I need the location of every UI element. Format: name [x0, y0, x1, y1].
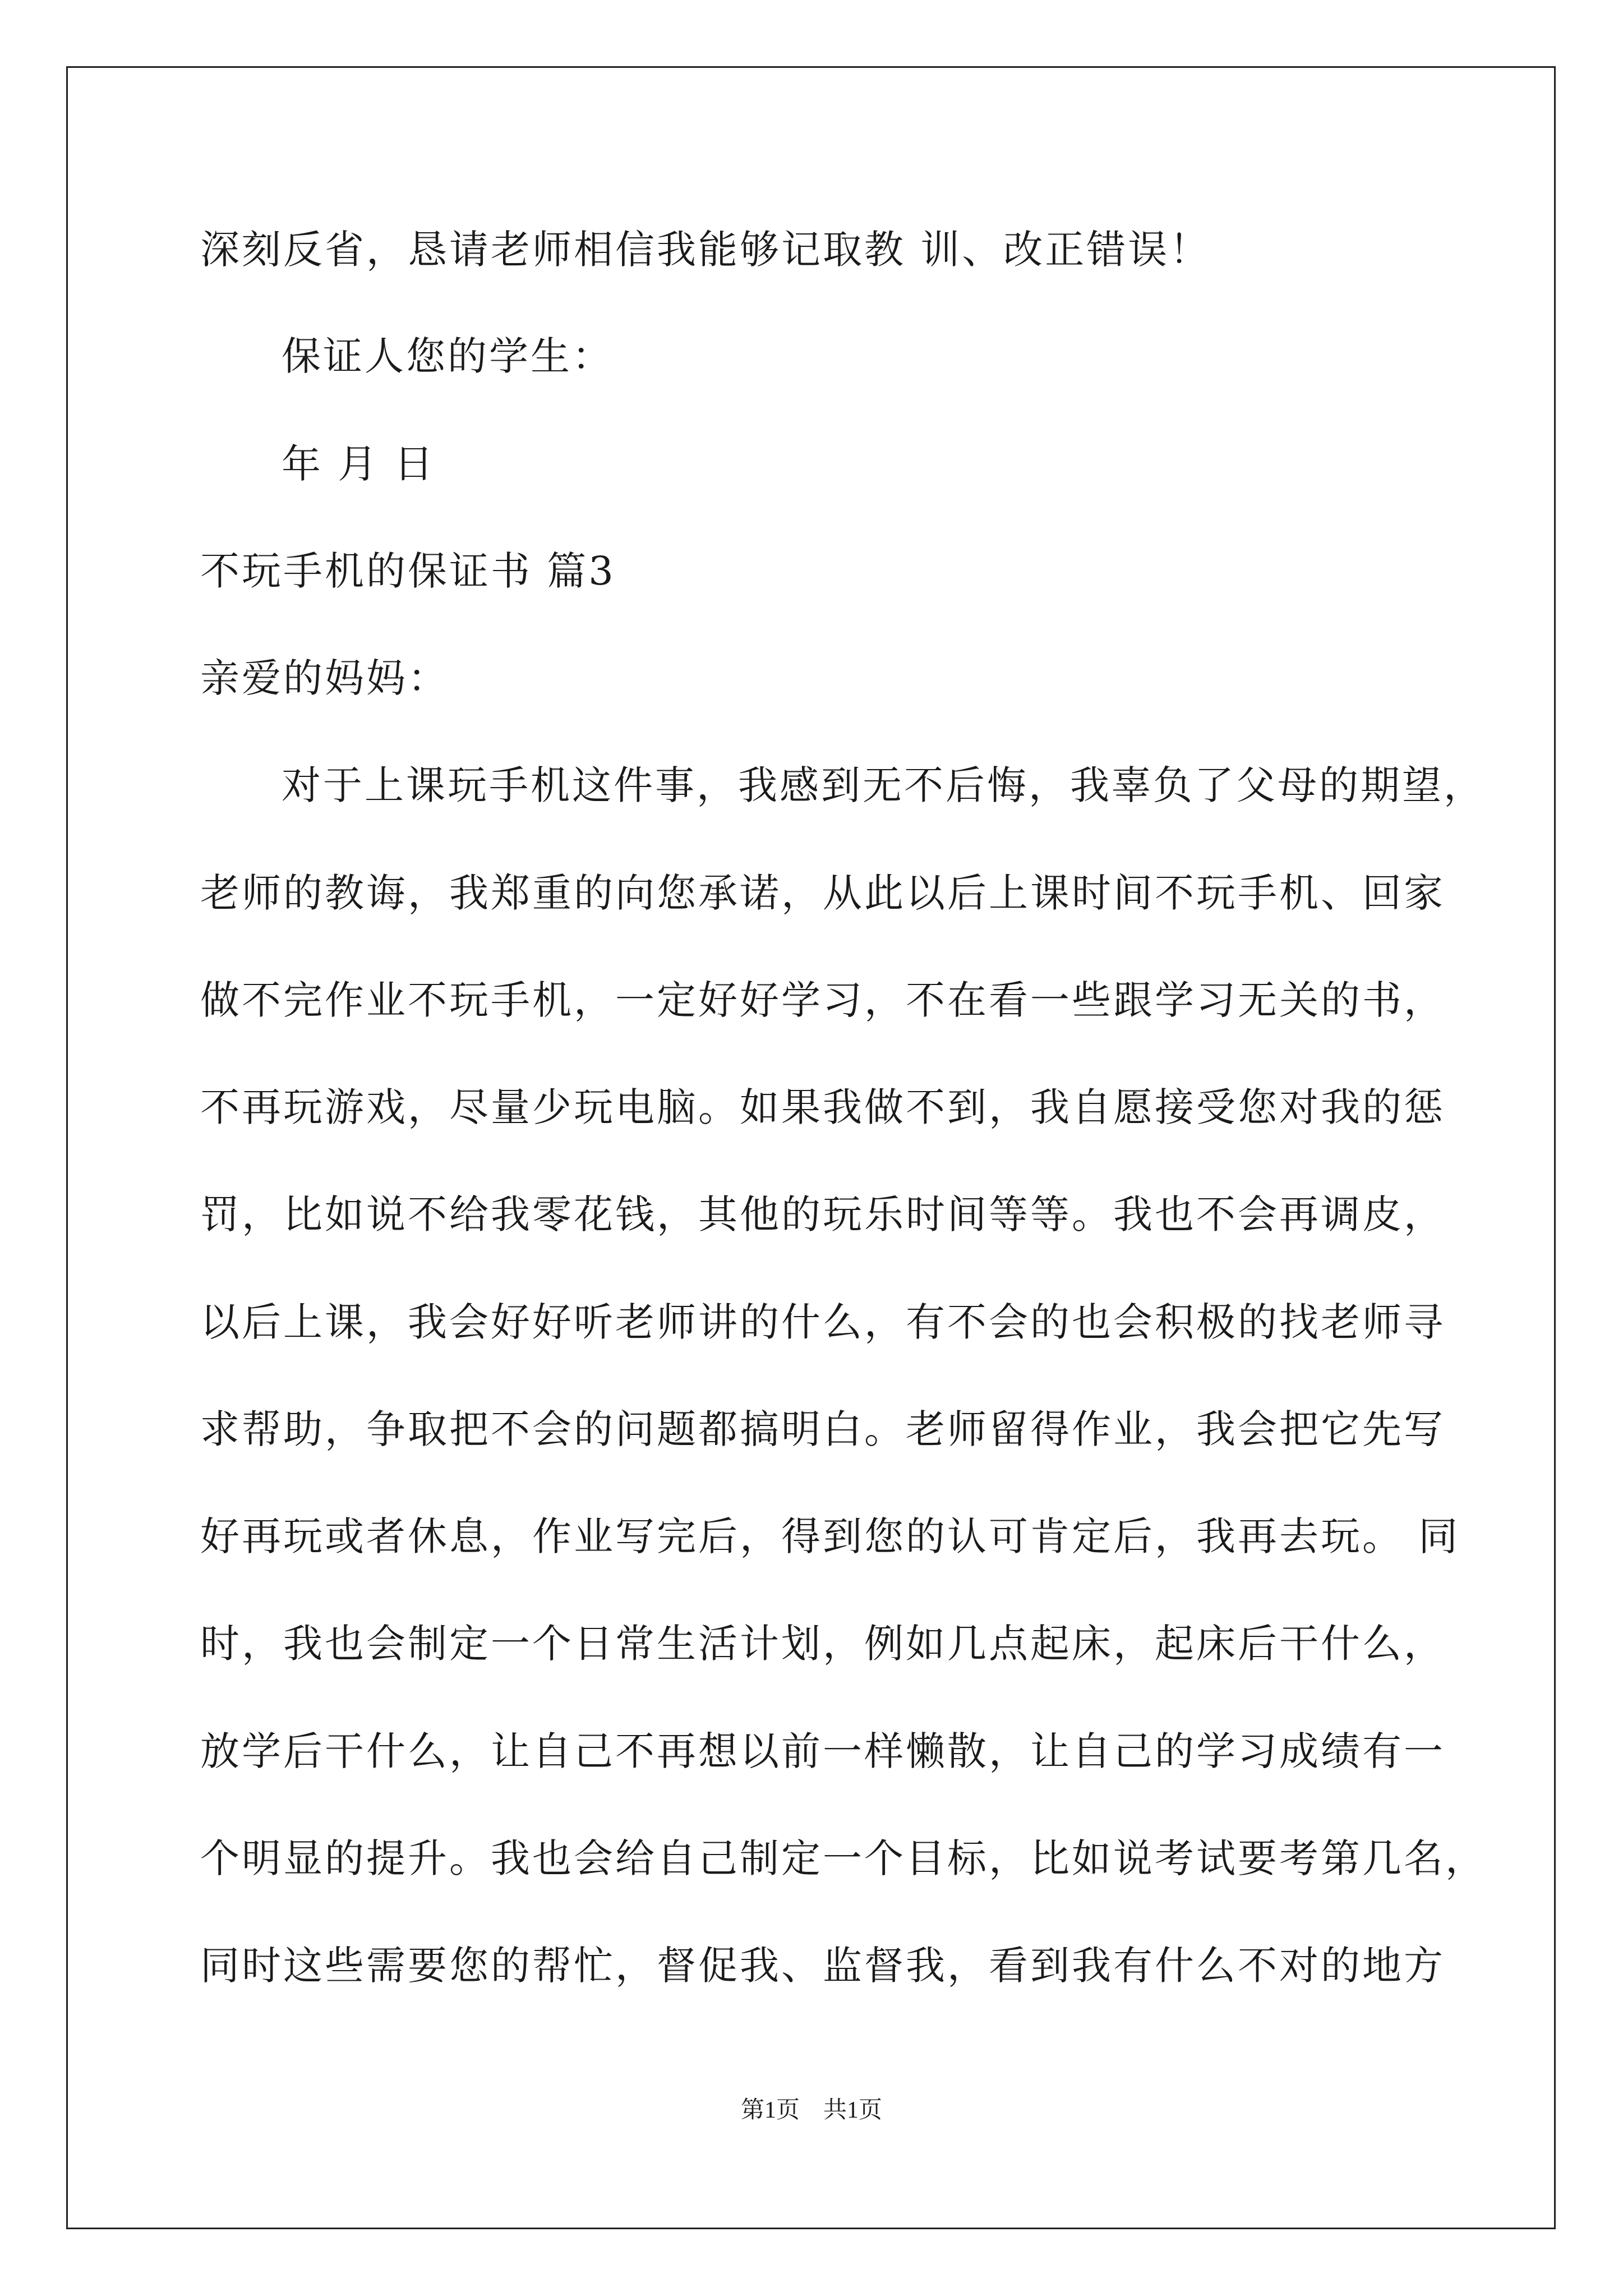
date-line: 年 月 日 [282, 441, 436, 487]
text-line: 个明显的提升。我也会给自己制定一个目标，比如说考试要考第几名， [200, 1835, 1487, 1881]
signature-line: 保证人您的学生： [282, 333, 614, 379]
section-title: 不玩手机的保证书 篇3 [200, 548, 616, 594]
text-line: 同时这些需要您的帮忙，督促我、监督我，看到我有什么不对的地方 [200, 1943, 1445, 1989]
page-border [66, 66, 1556, 2229]
text-line: 以后上课，我会好好听老师讲的什么，有不会的也会积极的找老师寻 [200, 1299, 1445, 1345]
text-line: 放学后干什么，让自己不再想以前一样懒散，让自己的学习成绩有一 [200, 1728, 1445, 1774]
text-line: 老师的教诲，我郑重的向您承诺，从此以后上课时间不玩手机、回家 [200, 870, 1445, 916]
text-line: 做不完作业不玩手机，一定好好学习，不在看一些跟学习无关的书， [200, 977, 1445, 1023]
text-line: 深刻反省，恳请老师相信我能够记取教 训、改正错误！ [200, 227, 1211, 273]
text-line: 不再玩游戏，尽量少玩电脑。如果我做不到，我自愿接受您对我的惩 [200, 1084, 1445, 1130]
text-line: 对于上课玩手机这件事，我感到无不后悔，我辜负了父母的期望， [282, 762, 1485, 808]
text-line: 好再玩或者休息，作业写完后，得到您的认可肯定后，我再去玩。 同 [200, 1513, 1460, 1559]
text-line: 罚，比如说不给我零花钱，其他的玩乐时间等等。我也不会再调皮， [200, 1191, 1445, 1237]
salutation: 亲爱的妈妈： [200, 655, 449, 701]
text-line: 求帮助，争取把不会的问题都搞明白。老师留得作业，我会把它先写 [200, 1406, 1445, 1452]
page-number-footer: 第1页 共1页 [740, 2097, 882, 2123]
text-line: 时，我也会制定一个日常生活计划，例如几点起床，起床后干什么， [200, 1621, 1445, 1667]
